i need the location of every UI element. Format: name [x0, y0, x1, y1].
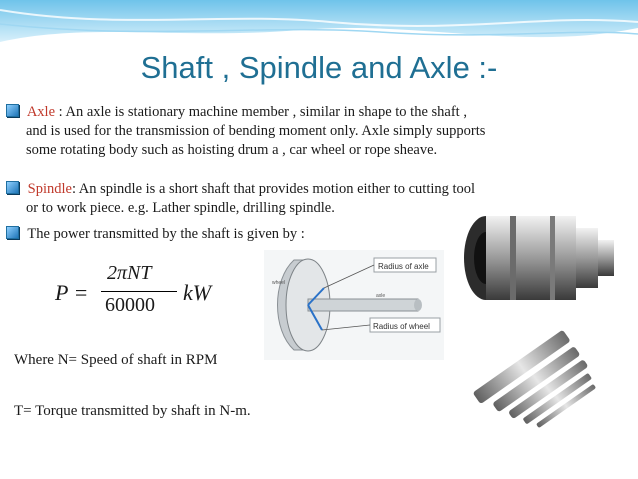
checkbox-bullet-icon	[6, 226, 19, 239]
label-axle: axle	[376, 293, 386, 299]
axle-line1: : An axle is stationary machine member , similar in shape to the shaft ,	[55, 104, 467, 120]
power-text: The power transmitted by the shaft is given by :	[27, 226, 305, 242]
formula-numerator: 2πNT	[107, 262, 152, 284]
power-formula	[55, 262, 235, 322]
checkbox-bullet-icon	[6, 181, 19, 194]
page-title: Shaft , Spindle and Axle :-	[140, 50, 498, 85]
fraction-bar	[101, 291, 177, 292]
label-wheel: wheel	[272, 280, 286, 286]
wheel-axle-diagram	[264, 250, 444, 360]
term-spindle: Spindle	[27, 181, 72, 197]
spindle-line2: or to work piece. e.g. Lather spindle, drilling spindle.	[26, 200, 335, 216]
spindle-line1: : An spindle is a short shaft that provides motion either to cutting tool	[71, 181, 476, 197]
checkbox-bullet-icon	[6, 104, 19, 117]
formula-lhs: P =	[55, 280, 89, 305]
axle-line2: and is used for the transmission of bending moment only. Axle simply supports	[26, 123, 486, 139]
label-radius-wheel: Radius of wheel	[373, 322, 430, 331]
label-radius-axle: Radius of axle	[378, 262, 429, 271]
term-axle: Axle	[26, 104, 56, 120]
where-t: T= Torque transmitted by shaft in N-m.	[14, 403, 251, 419]
formula-denominator: 60000	[105, 294, 155, 316]
bullet-axle	[6, 103, 626, 160]
bullet-power	[6, 225, 426, 244]
axle-line3: some rotating body such as hoisting drum a , car wheel or rope sheave.	[26, 142, 438, 158]
machine-spindle-image	[450, 200, 620, 310]
formula-unit: kW	[183, 280, 212, 305]
spindle-set-image	[468, 320, 618, 435]
where-n: Where N= Speed of shaft in RPM	[14, 352, 218, 368]
